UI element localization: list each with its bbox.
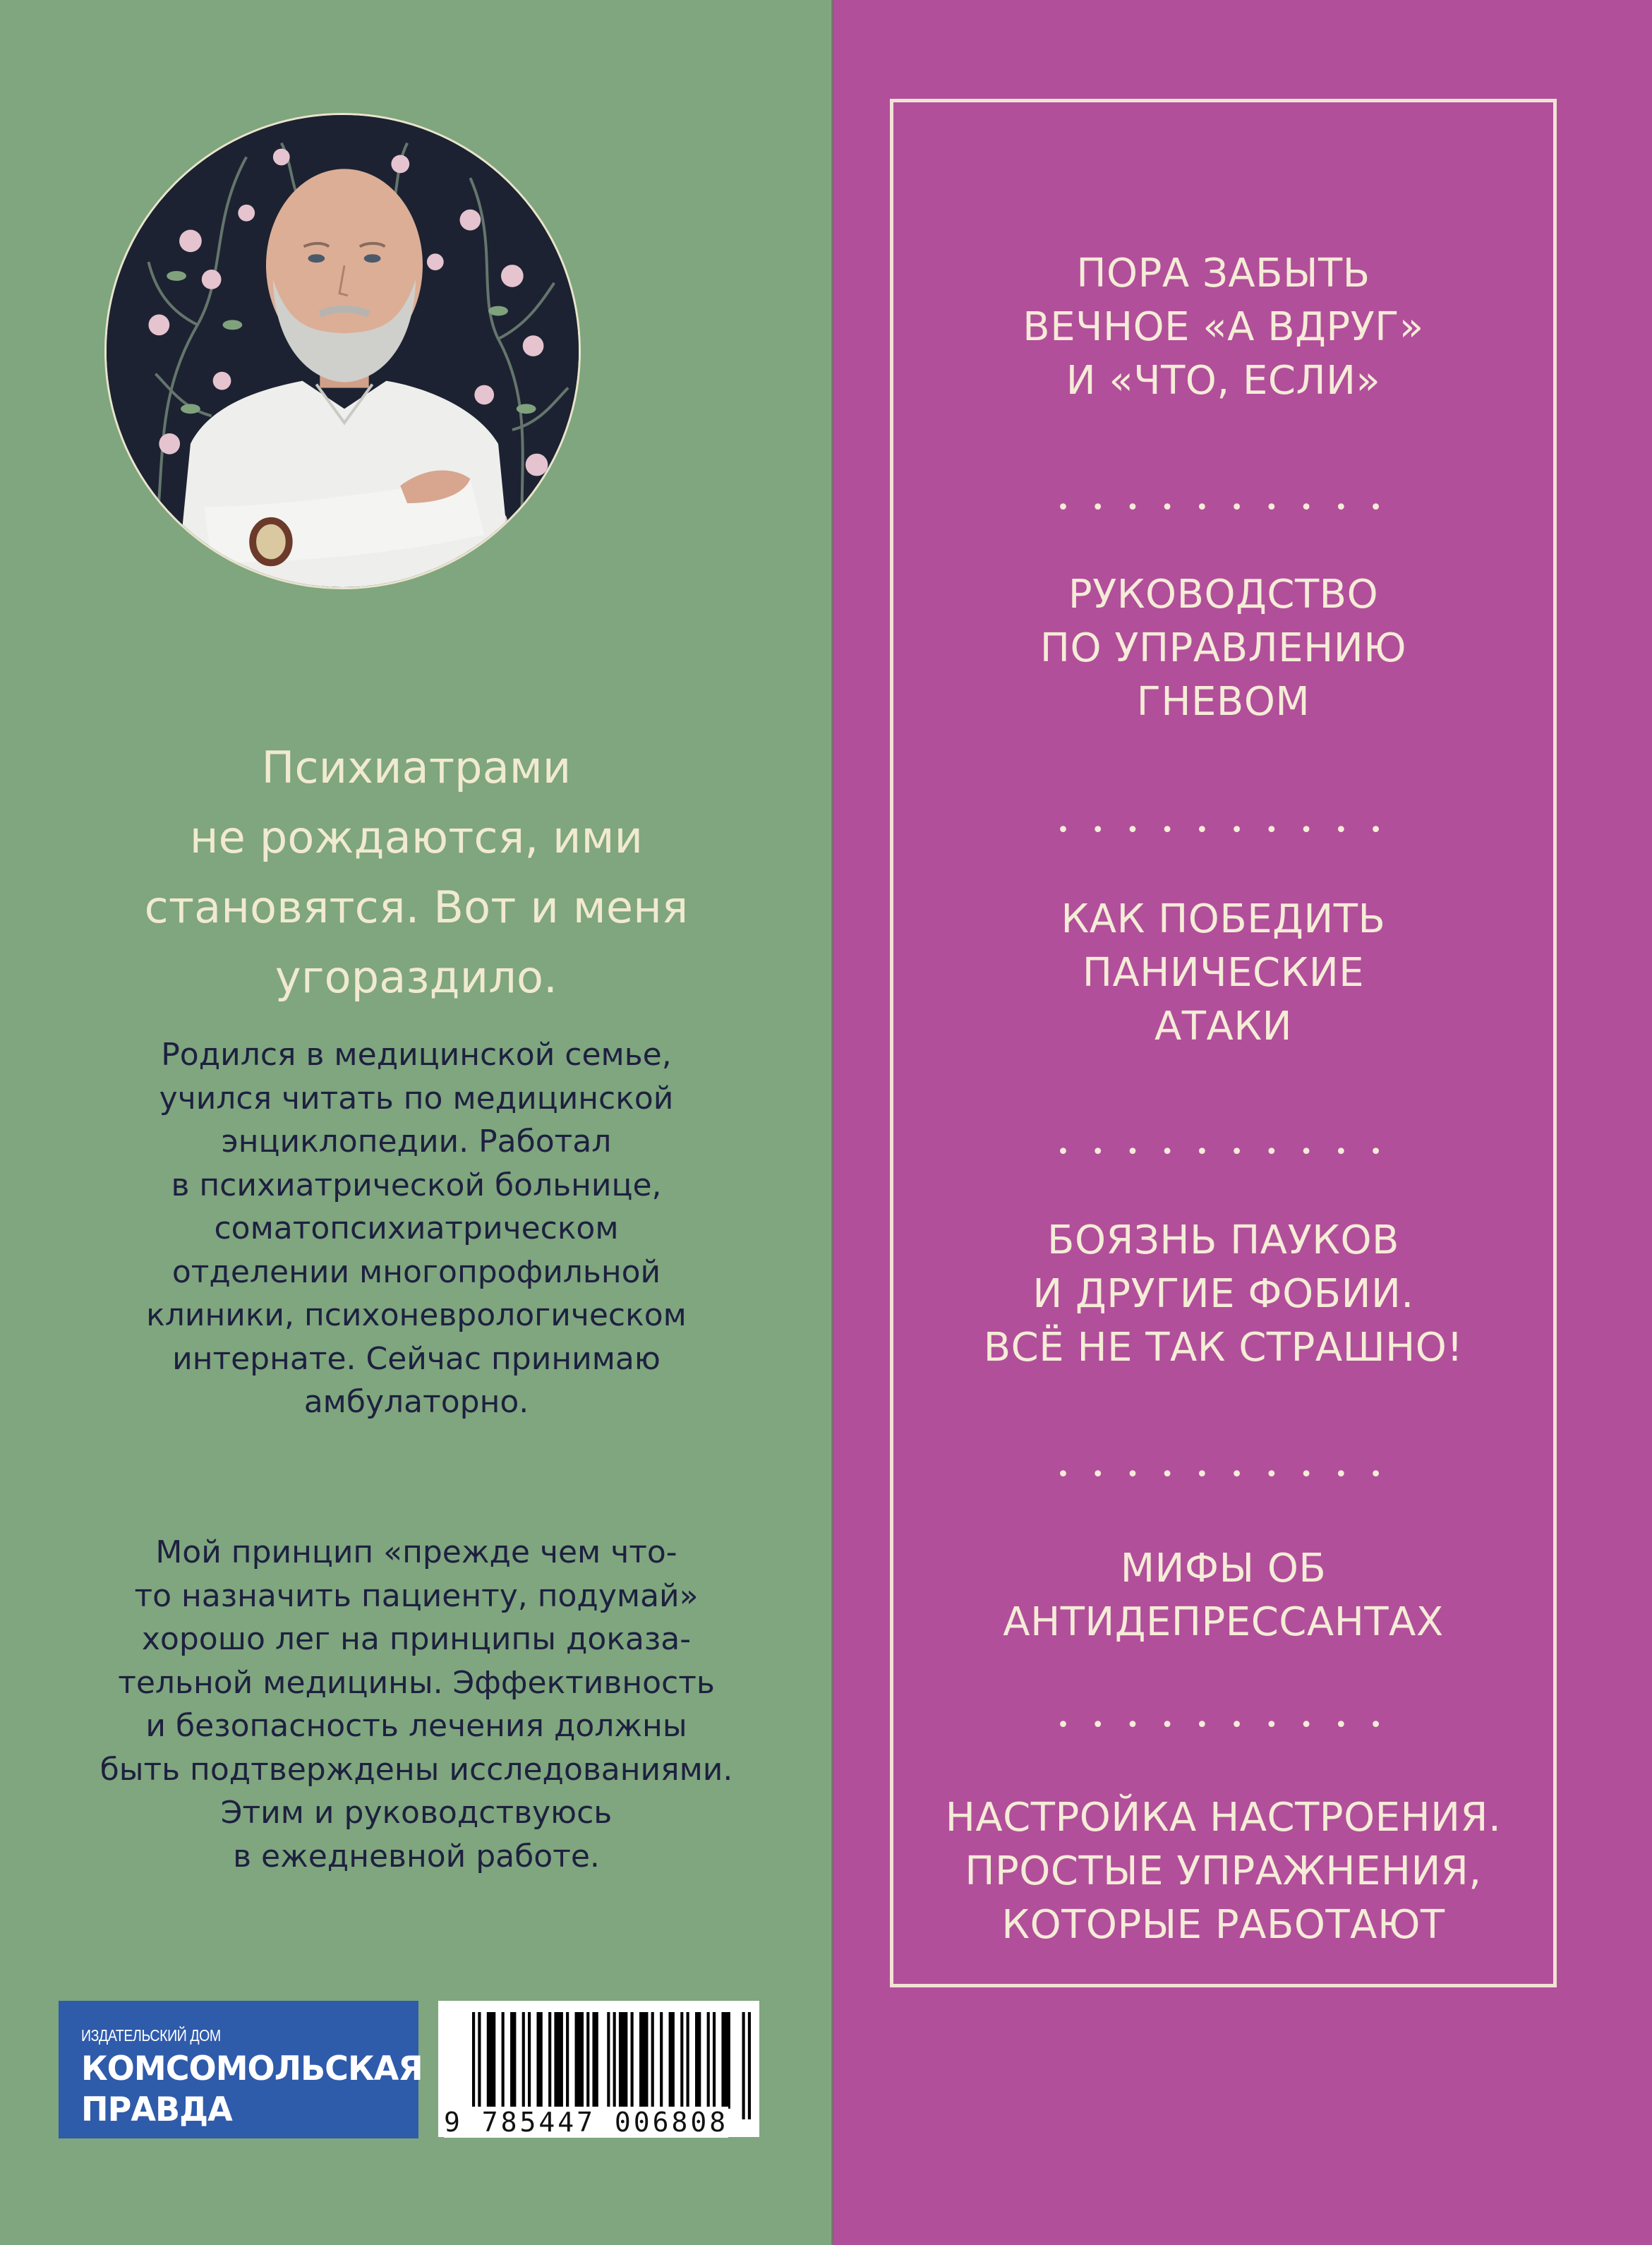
publisher-logo bbox=[59, 2001, 423, 2138]
lead-quote-line: Психиатрами bbox=[261, 742, 572, 793]
chapter-heading bbox=[893, 247, 1553, 408]
lead-quote-line: не рождаются, ими bbox=[189, 812, 644, 863]
chapter-line: ВСЁ НЕ ТАК СТРАШНО! bbox=[983, 1325, 1464, 1371]
bio-line: интернате. Сейчас принимаю bbox=[172, 1340, 661, 1377]
chapter-line: РУКОВОДСТВО bbox=[1068, 572, 1379, 618]
chapter-heading bbox=[893, 893, 1553, 1054]
lead-quote-line: становятся. Вот и меня bbox=[144, 881, 689, 933]
dotted-separator: • • • • • • • • • • bbox=[1056, 1462, 1390, 1487]
chapter-line: БОЯЗНЬ ПАУКОВ bbox=[1047, 1217, 1399, 1263]
chapter-line: ПАНИЧЕСКИЕ bbox=[1082, 950, 1365, 996]
lead-quote-line: угораздило. bbox=[275, 951, 558, 1003]
bio-line: в психиатрической больнице, bbox=[171, 1167, 662, 1203]
dotted-separator: • • • • • • • • • • bbox=[1056, 818, 1390, 843]
chapter-line: ПРОСТЫЕ УПРАЖНЕНИЯ, bbox=[965, 1848, 1482, 1894]
bio-line: амбулаторно. bbox=[303, 1384, 529, 1420]
chapter-heading bbox=[893, 1791, 1553, 1952]
bio-line: тельной медицины. Эффективность bbox=[118, 1664, 715, 1701]
bio-line: клиники, психоневрологическом bbox=[146, 1297, 687, 1333]
publisher-pre-title: ИЗДАТЕЛЬСКИЙ ДОМ bbox=[81, 2026, 221, 2045]
author-photo bbox=[104, 113, 581, 589]
author-portrait-illustration bbox=[107, 115, 579, 587]
chapter-line: ПОРА ЗАБЫТЬ bbox=[1076, 251, 1370, 296]
barcode-digits bbox=[444, 2107, 754, 2138]
dotted-separator: • • • • • • • • • • bbox=[1056, 1140, 1390, 1164]
publisher-name-line-2: ПРАВДА bbox=[81, 2090, 232, 2129]
bio-line: энциклопедии. Работал bbox=[221, 1124, 612, 1160]
chapter-line: НАСТРОЙКА НАСТРОЕНИЯ. bbox=[945, 1795, 1502, 1841]
chapter-line: МИФЫ ОБ bbox=[1120, 1546, 1327, 1591]
barcode-bars-icon bbox=[472, 2012, 751, 2119]
barcode-number: 9 785447 006808 bbox=[444, 2107, 729, 2138]
bio-line: в ежедневной работе. bbox=[233, 1838, 600, 1874]
chapter-line: И ДРУГИЕ ФОБИИ. bbox=[1032, 1271, 1414, 1317]
chapter-line: АТАКИ bbox=[1154, 1004, 1292, 1049]
chapter-line: КАК ПОБЕДИТЬ bbox=[1061, 896, 1386, 942]
bio-line: и безопасность лечения должны bbox=[145, 1708, 687, 1744]
dotted-separator: • • • • • • • • • • bbox=[1056, 1713, 1390, 1738]
isbn-barcode bbox=[438, 2001, 759, 2137]
bio-paragraph-1 bbox=[0, 1033, 833, 1424]
bio-line: то назначить пациенту, подумай» bbox=[134, 1577, 699, 1614]
bio-line: соматопсихиатрическом bbox=[214, 1210, 619, 1246]
bio-line: учился читать по медицинской bbox=[159, 1080, 674, 1117]
chapters-frame bbox=[890, 99, 1557, 1987]
publisher-name-line-1: КОМСОМОЛЬСКАЯ bbox=[81, 2050, 423, 2088]
chapter-line: КОТОРЫЕ РАБОТАЮТ bbox=[1001, 1902, 1445, 1948]
bio-line: отделении многопрофильной bbox=[171, 1253, 661, 1290]
chapter-heading bbox=[893, 568, 1553, 729]
chapter-heading bbox=[893, 1214, 1553, 1375]
bio-line: Родился в медицинской семье, bbox=[161, 1037, 672, 1073]
chapter-line: ГНЕВОМ bbox=[1136, 679, 1310, 725]
chapter-line: АНТИДЕПРЕССАНТАХ bbox=[1003, 1599, 1444, 1645]
bio-paragraph-2 bbox=[0, 1531, 833, 1878]
lead-quote bbox=[0, 733, 833, 1012]
bio-line: Этим и руководствуюсь bbox=[220, 1795, 613, 1831]
chapter-line: ВЕЧНОЕ «А ВДРУГ» bbox=[1023, 304, 1424, 350]
bio-line: Мой принцип «прежде чем что- bbox=[155, 1534, 677, 1570]
dotted-separator: • • • • • • • • • • bbox=[1056, 495, 1390, 520]
chapter-line: И «ЧТО, ЕСЛИ» bbox=[1066, 358, 1381, 404]
bio-line: быть подтверждены исследованиями. bbox=[100, 1751, 733, 1788]
chapter-heading bbox=[893, 1542, 1553, 1649]
chapter-line: ПО УПРАВЛЕНИЮ bbox=[1039, 625, 1407, 671]
bio-line: хорошо лег на принципы доказа- bbox=[141, 1621, 692, 1657]
